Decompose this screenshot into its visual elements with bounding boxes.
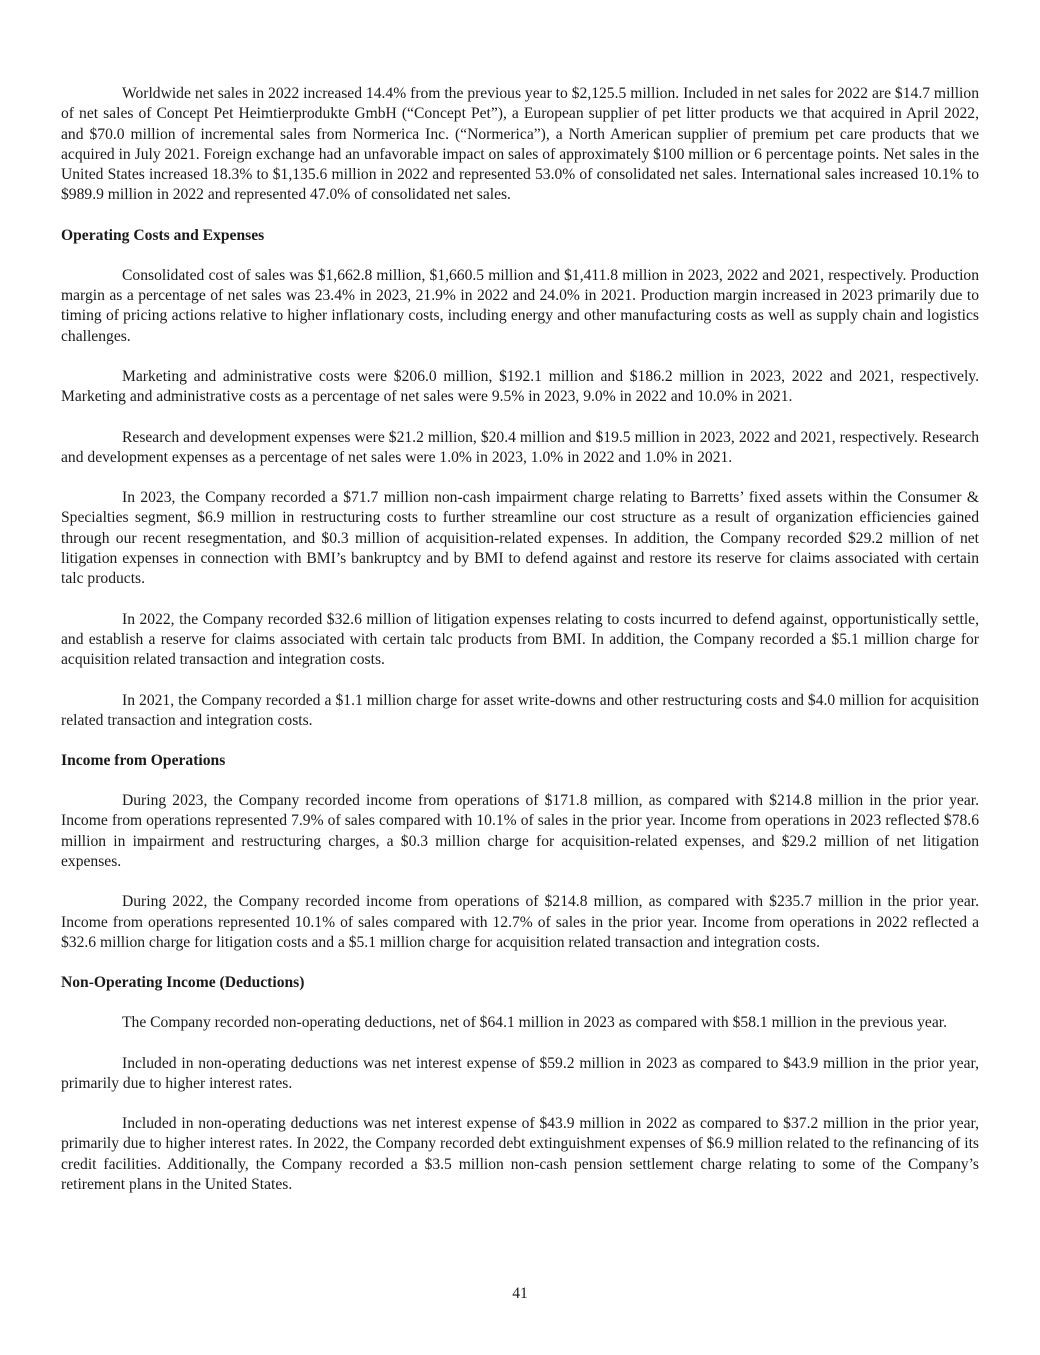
paragraph-interest-2022: Included in non-operating deductions was net interest expense of $43.9 million in 2022 as compared to $37.2 million in the prior year, primarily due to higher interest rates. In 2022, the Company recorded debt extinguishment expenses of $6.9 million related to the refinancing of its credit facilities. Additionally, the Company recorded a $3.5 million non-cash pension settlement charge relating to some of the Company’s retirement plans in the United States. [61, 1115, 979, 1193]
paragraph-interest-2023: Included in non-operating deductions was net interest expense of $59.2 million in 2023 as compared to $43.9 million in the prior year, primarily due to higher interest rates. [61, 1054, 979, 1092]
paragraph-income-2022: During 2022, the Company recorded income from operations of $214.8 million, as compared with $235.7 million in the prior year. Income from operations represented 10.1% of sales compared with 12.7% of sales in the prior year. Income from operations in 2022 reflected a $32.6 million charge for litigation costs and a $5.1 million charge for acquisition related transaction and integration costs. [61, 893, 979, 951]
paragraph-2023-charges: In 2023, the Company recorded a $71.7 million non-cash impairment charge relating to Barretts’ fixed assets within the Consumer & Specialties segment, $6.9 million in restructuring costs to further streamline our cost structure as a result of organization efficiencies gained through our recent resegmentation, and $0.3 million of acquisition-related expenses. In addition, the Company recorded $29.2 million of net litigation expenses in connection with BMI’s bankruptcy and by BMI to defend against and restore its reserve for claims associated with certain talc products. [61, 489, 979, 588]
paragraph-research-development: Research and development expenses were $21.2 million, $20.4 million and $19.5 million in 2023, 2022 and 2021, respectively. Research and development expenses as a percentage of net sales were 1.0% in 2023, 1.0% in 2022 and 1.0% in 2021. [61, 428, 979, 466]
paragraph-income-2023: During 2023, the Company recorded income from operations of $171.8 million, as compared with $214.8 million in the prior year. Income from operations represented 7.9% of sales compared with 10.1% of sales in the prior year. Income from operations in 2023 reflected $78.6 million in impairment and restructuring charges, a $0.3 million charge for acquisition-related expenses, and $29.2 million of net litigation expenses. [61, 792, 979, 871]
heading-operating-costs: Operating Costs and Expenses [61, 226, 265, 244]
paragraph-non-operating-net: The Company recorded non-operating deductions, net of $64.1 million in 2023 as compared with $58.1 million in the previous year. [122, 1014, 947, 1032]
paragraph-2021-charges: In 2021, the Company recorded a $1.1 million charge for asset write-downs and other restructuring costs and $4.0 million for acquisition related transaction and integration costs. [61, 691, 979, 729]
paragraph-marketing-admin: Marketing and administrative costs were $206.0 million, $192.1 million and $186.2 million in 2023, 2022 and 2021, respectively. Marketing and administrative costs as a percentage of net sales were 9.5% in 2023, 9.0% in 2022 and 10.0% in 2021. [61, 367, 979, 406]
page-number: 41 [512, 1285, 528, 1302]
document-page [61, 84, 979, 1195]
paragraph-2022-charges: In 2022, the Company recorded $32.6 million of litigation expenses relating to costs incurred to defend against, opportunistically settle, and establish a reserve for claims associated with certain talc products from BMI. In addition, the Company recorded a $5.1 million charge for acquisition related transaction and integration costs. [61, 610, 979, 669]
heading-income-from-operations: Income from Operations [61, 752, 226, 770]
heading-non-operating: Non-Operating Income (Deductions) [61, 974, 305, 992]
paragraph-cost-of-sales: Consolidated cost of sales was $1,662.8 million, $1,660.5 million and $1,411.8 million in 2023, 2022 and 2021, respectively. Production margin as a percentage of net sales was 23.4% in 2023, 21.9% in 2022 and 24.0% in 2021. Production margin increased in 2023 primarily due to timing of pricing actions relative to higher inflationary costs, including energy and other manufacturing costs as well as supply chain and logistics challenges. [61, 266, 979, 345]
intro-paragraph: Worldwide net sales in 2022 increased 14.4% from the previous year to $2,125.5 million. Included in net sales for 2022 are $14.7 million of net sales of Concept Pet Heimtierprodukte GmbH (“Concept Pet”), a European supplier of pet litter products we that acquired in April 2022, and $70.0 million of incremental sales from Normerica Inc. (“Normerica”), a North American supplier of premium pet care products that we acquired in July 2021. Foreign exchange had an unfavorable impact on sales of approximately $100 million or 6 percentage points. Net sales in the United States increased 18.3% to $1,135.6 million in 2022 and represented 53.0% of consolidated net sales. International sales increased 10.1% to $989.9 million in 2022 and represented 47.0% of consolidated net sales. [61, 85, 979, 204]
